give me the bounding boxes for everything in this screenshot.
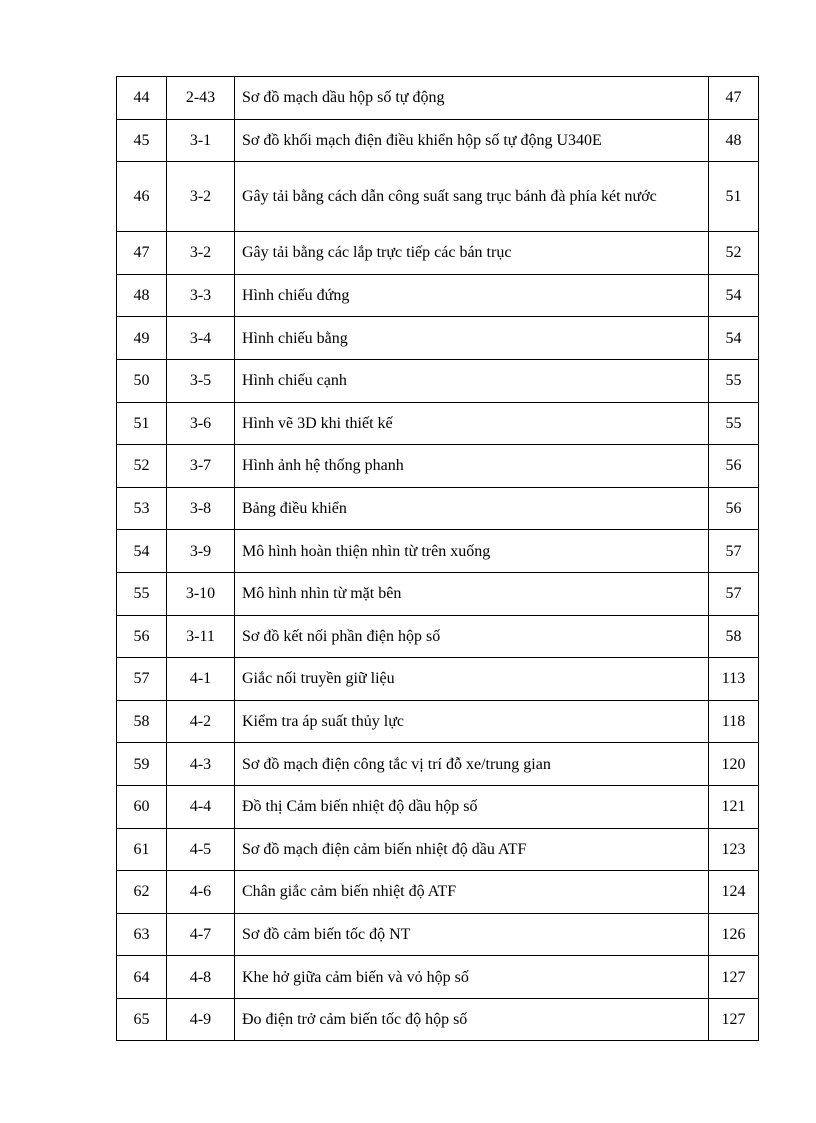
row-index: 44 <box>117 77 167 120</box>
row-index: 58 <box>117 700 167 743</box>
row-index: 51 <box>117 402 167 445</box>
page-number: 127 <box>709 956 759 999</box>
page-number: 55 <box>709 359 759 402</box>
table-row <box>117 871 759 914</box>
page-number: 58 <box>709 615 759 658</box>
row-index: 54 <box>117 530 167 573</box>
figure-list-table <box>116 76 759 1041</box>
figure-title: Hình chiếu bằng <box>235 317 709 360</box>
figure-title: Bảng điều khiển <box>235 487 709 530</box>
row-index: 49 <box>117 317 167 360</box>
figure-number: 4-7 <box>167 913 235 956</box>
table-row <box>117 913 759 956</box>
figure-number: 4-4 <box>167 785 235 828</box>
figure-title: Đồ thị Cảm biến nhiệt độ dầu hộp số <box>235 785 709 828</box>
row-index: 52 <box>117 445 167 488</box>
figure-title: Sơ đồ mạch dầu hộp số tự động <box>235 77 709 120</box>
row-index: 45 <box>117 119 167 162</box>
figure-number: 4-2 <box>167 700 235 743</box>
figure-title: Sơ đồ mạch điện công tắc vị trí đỗ xe/trung gian <box>235 743 709 786</box>
figure-title: Hình chiếu đứng <box>235 274 709 317</box>
row-index: 55 <box>117 572 167 615</box>
figure-title: Đo điện trở cảm biến tốc độ hộp số <box>235 998 709 1041</box>
table-row <box>117 359 759 402</box>
row-index: 65 <box>117 998 167 1041</box>
figure-list-body <box>117 77 759 1041</box>
table-row <box>117 162 759 232</box>
figure-number: 3-2 <box>167 232 235 275</box>
figure-number: 3-1 <box>167 119 235 162</box>
figure-number: 3-9 <box>167 530 235 573</box>
figure-title: Khe hở giữa cảm biến và vỏ hộp số <box>235 956 709 999</box>
figure-number: 4-3 <box>167 743 235 786</box>
figure-number: 4-8 <box>167 956 235 999</box>
figure-number: 3-10 <box>167 572 235 615</box>
figure-number: 4-1 <box>167 658 235 701</box>
figure-number: 3-2 <box>167 162 235 232</box>
page-number: 52 <box>709 232 759 275</box>
row-index: 60 <box>117 785 167 828</box>
figure-title: Hình vẽ 3D khi thiết kế <box>235 402 709 445</box>
table-row <box>117 700 759 743</box>
table-row <box>117 658 759 701</box>
page-number: 126 <box>709 913 759 956</box>
figure-number: 3-11 <box>167 615 235 658</box>
page-number: 57 <box>709 530 759 573</box>
figure-title: Sơ đồ cảm biến tốc độ NT <box>235 913 709 956</box>
table-row <box>117 828 759 871</box>
table-row <box>117 956 759 999</box>
page-number: 48 <box>709 119 759 162</box>
figure-title: Chân giắc cảm biến nhiệt độ ATF <box>235 871 709 914</box>
figure-number: 3-3 <box>167 274 235 317</box>
page-number: 113 <box>709 658 759 701</box>
table-row <box>117 998 759 1041</box>
row-index: 59 <box>117 743 167 786</box>
table-row <box>117 785 759 828</box>
row-index: 62 <box>117 871 167 914</box>
page-number: 121 <box>709 785 759 828</box>
figure-number: 3-6 <box>167 402 235 445</box>
table-row <box>117 402 759 445</box>
table-row <box>117 487 759 530</box>
figure-title: Hình chiếu cạnh <box>235 359 709 402</box>
row-index: 63 <box>117 913 167 956</box>
table-row <box>117 445 759 488</box>
figure-title: Sơ đồ kết nối phần điện hộp số <box>235 615 709 658</box>
table-row <box>117 615 759 658</box>
page-number: 56 <box>709 445 759 488</box>
page-number: 124 <box>709 871 759 914</box>
figure-title: Sơ đồ mạch điện cảm biến nhiệt độ dầu ATF <box>235 828 709 871</box>
figure-title: Kiểm tra áp suất thủy lực <box>235 700 709 743</box>
row-index: 56 <box>117 615 167 658</box>
figure-number: 4-9 <box>167 998 235 1041</box>
page-number: 54 <box>709 317 759 360</box>
page-number: 127 <box>709 998 759 1041</box>
row-index: 47 <box>117 232 167 275</box>
row-index: 64 <box>117 956 167 999</box>
figure-title: Giắc nối truyền giữ liệu <box>235 658 709 701</box>
figure-number: 3-5 <box>167 359 235 402</box>
figure-number: 3-8 <box>167 487 235 530</box>
figure-title: Gây tải bằng cách dẫn công suất sang trục bánh đà phía két nước <box>235 162 709 232</box>
table-row <box>117 317 759 360</box>
page-number: 55 <box>709 402 759 445</box>
figure-number: 4-5 <box>167 828 235 871</box>
figure-title: Mô hình nhìn từ mặt bên <box>235 572 709 615</box>
table-row <box>117 274 759 317</box>
page-number: 51 <box>709 162 759 232</box>
row-index: 57 <box>117 658 167 701</box>
figure-number: 2-43 <box>167 77 235 120</box>
figure-number: 4-6 <box>167 871 235 914</box>
table-row <box>117 232 759 275</box>
row-index: 50 <box>117 359 167 402</box>
page-number: 57 <box>709 572 759 615</box>
page-number: 54 <box>709 274 759 317</box>
row-index: 53 <box>117 487 167 530</box>
figure-title: Hình ảnh hệ thống phanh <box>235 445 709 488</box>
page-number: 47 <box>709 77 759 120</box>
table-row <box>117 572 759 615</box>
table-row <box>117 530 759 573</box>
table-row <box>117 77 759 120</box>
row-index: 61 <box>117 828 167 871</box>
page-number: 123 <box>709 828 759 871</box>
figure-title: Gây tải bằng các lắp trực tiếp các bán trục <box>235 232 709 275</box>
page-number: 56 <box>709 487 759 530</box>
table-row <box>117 743 759 786</box>
row-index: 46 <box>117 162 167 232</box>
figure-number: 3-7 <box>167 445 235 488</box>
row-index: 48 <box>117 274 167 317</box>
page-number: 120 <box>709 743 759 786</box>
figure-title: Mô hình hoàn thiện nhìn từ trên xuống <box>235 530 709 573</box>
page-number: 118 <box>709 700 759 743</box>
figure-number: 3-4 <box>167 317 235 360</box>
table-row <box>117 119 759 162</box>
figure-title: Sơ đồ khối mạch điện điều khiển hộp số tự động U340E <box>235 119 709 162</box>
